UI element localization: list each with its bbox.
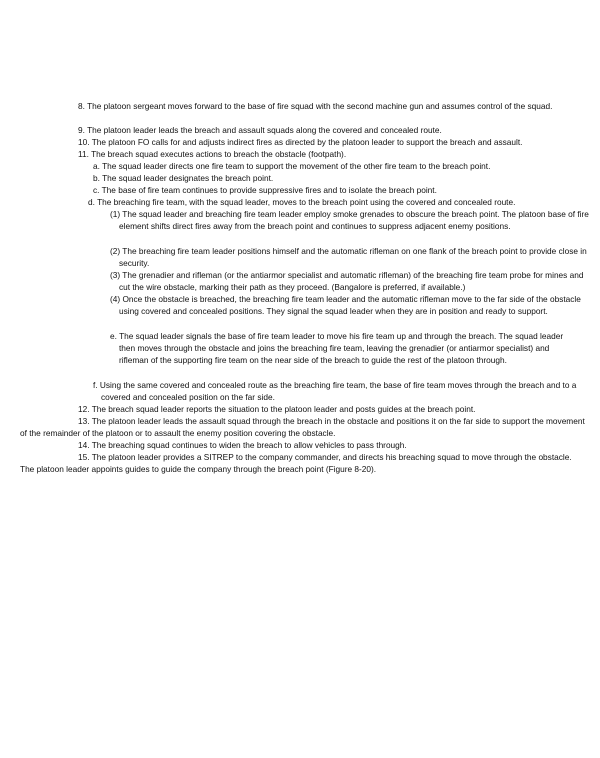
paragraph-8: 8. The platoon sergeant moves forward to the base of fire squad with the second machine gun and assumes control of the squad. [78, 101, 553, 111]
paragraph-11b: b. The squad leader designates the breach point. [93, 173, 274, 183]
paragraph-11f: f. Using the same covered and concealed route as the breaching fire team, the base of fire team moves through the breach and to a covered and concealed position on the far side. [93, 380, 577, 402]
paragraph-11c: c. The base of fire team continues to provide suppressive fires and to isolate the breach point. [93, 185, 437, 195]
paragraph-11a: a. The squad leader directs one fire team to support the movement of the other fire team to the breach point. [93, 161, 491, 171]
paragraph-10: 10. The platoon FO calls for and adjusts indirect fires as directed by the platoon leader to support the breach and assault. [78, 137, 523, 147]
paragraph-11: 11. The breach squad executes actions to breach the obstacle (footpath). [78, 149, 347, 159]
paragraph-11d-4: (4) Once the obstacle is breached, the breaching fire team leader and the automatic rifleman move to the far side of the obstacle using covered and concealed positions. They signal the squad leader when they are in position and ready to support. [110, 294, 581, 316]
paragraph-11e: e. The squad leader signals the base of fire team leader to move his fire team up and through the breach. The squad leader then moves through the obstacle and joins the breaching fire team, leaving the grenadier (or antiarmor specialist) and rifleman of the supporting fire team on the near side of the breach to guide the rest of the platoon through. [110, 331, 564, 365]
paragraph-14: 14. The breaching squad continues to widen the breach to allow vehicles to pass through. [78, 440, 407, 450]
paragraph-12: 12. The breach squad leader reports the situation to the platoon leader and posts guides at the breach point. [78, 404, 476, 414]
paragraph-9: 9. The platoon leader leads the breach and assault squads along the covered and concealed route. [78, 125, 442, 135]
paragraph-15: 15. The platoon leader provides a SITREP to the company commander, and directs his breaching squad to move through the obstacle. The platoon leader appoints guides to guide the company through the breach point (Figure 8-20). [20, 452, 572, 474]
paragraph-11d: d. The breaching fire team, with the squad leader, moves to the breach point using the covered and concealed route. [88, 197, 516, 207]
paragraph-11d-2: (2) The breaching fire team leader positions himself and the automatic rifleman on one flank of the breach point to provide close in security. [110, 246, 587, 268]
paragraph-11d-1: (1) The squad leader and breaching fire team leader employ smoke grenades to obscure the breach point. The platoon base of fire element shifts direct fires away from the breach point and continues to suppress adjacent enemy positions. [110, 209, 589, 231]
paragraph-13: 13. The platoon leader leads the assault squad through the breach in the obstacle and positions it on the far side to support the movement of the remainder of the platoon or to assault the enemy position covering the obstacle. [20, 416, 585, 438]
paragraph-11d-3: (3) The grenadier and rifleman (or the antiarmor specialist and automatic rifleman) of the breaching fire team probe for mines and cut the wire obstacle, marking their path as they proceed. (Bangalore is preferred, if available.) [110, 270, 584, 292]
